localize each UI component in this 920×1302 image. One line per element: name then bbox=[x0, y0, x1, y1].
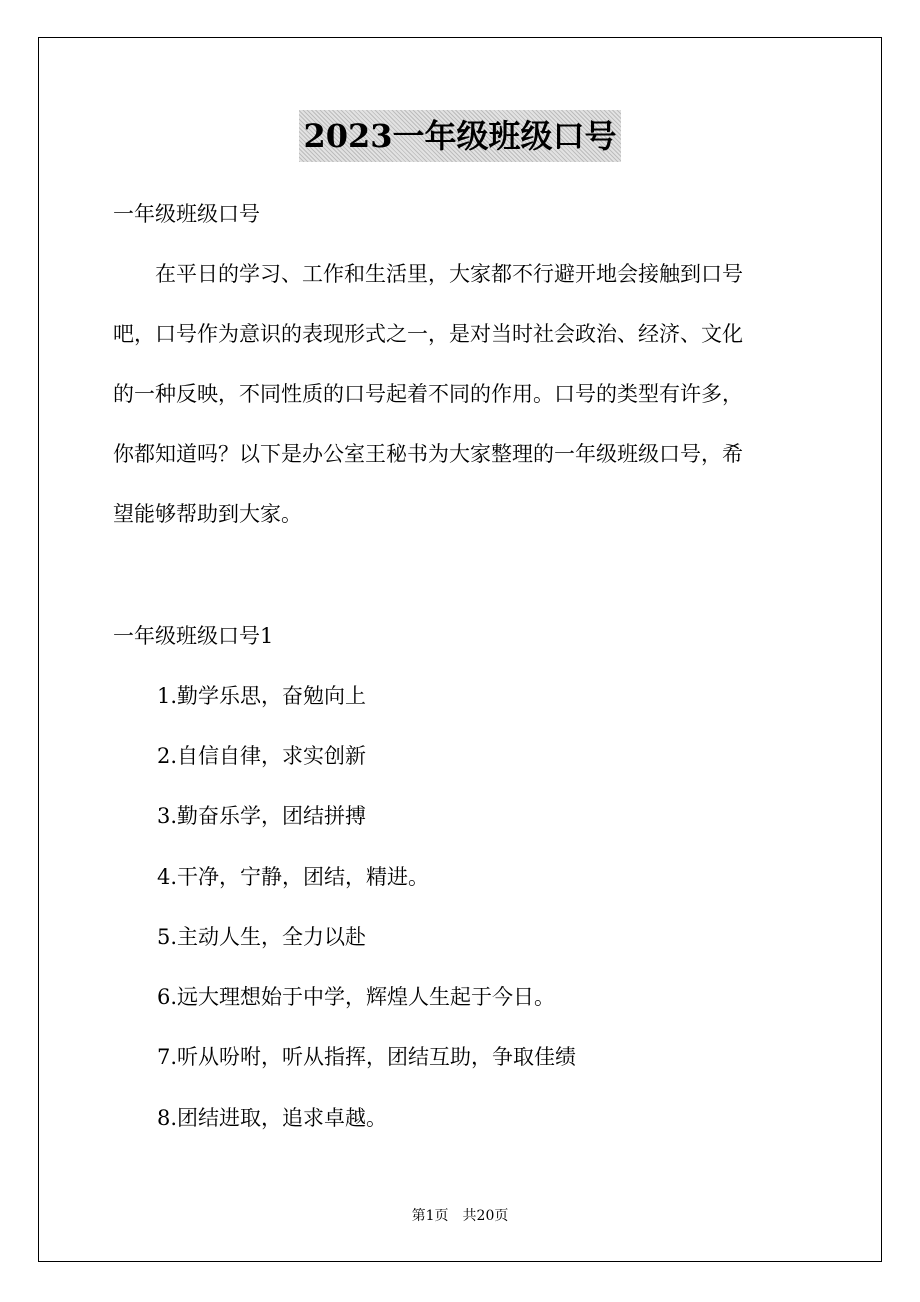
document-title bbox=[0, 110, 920, 162]
slogan-item-3: 3.勤奋乐学，团结拼搏 bbox=[157, 804, 367, 828]
intro-line-2: 吧，口号作为意识的表现形式之一，是对当时社会政治、经济、文化 bbox=[113, 322, 743, 346]
slogan-item-1: 1.勤学乐思，奋勉向上 bbox=[157, 684, 367, 708]
document-title-text: 2023一年级班级口号 bbox=[299, 110, 620, 162]
slogan-item-7: 7.听从吩咐，听从指挥，团结互助，争取佳绩 bbox=[157, 1045, 577, 1069]
subheading: 一年级班级口号1 bbox=[113, 624, 274, 648]
intro-line-1: 在平日的学习、工作和生活里，大家都不行避开地会接触到口号 bbox=[113, 262, 743, 286]
section-heading: 一年级班级口号 bbox=[113, 202, 260, 226]
page-footer: 第1页 共20页 bbox=[411, 1208, 509, 1224]
intro-line-3: 的一种反映，不同性质的口号起着不同的作用。口号的类型有许多， bbox=[113, 382, 743, 406]
slogan-item-8: 8.团结进取，追求卓越。 bbox=[157, 1106, 388, 1130]
intro-line-4: 你都知道吗？以下是办公室王秘书为大家整理的一年级班级口号，希 bbox=[113, 442, 743, 466]
slogan-item-6: 6.远大理想始于中学，辉煌人生起于今日。 bbox=[157, 985, 556, 1009]
intro-line-5: 望能够帮助到大家。 bbox=[113, 502, 302, 526]
slogan-item-2: 2.自信自律，求实创新 bbox=[157, 744, 367, 768]
slogan-item-4: 4.干净，宁静，团结，精进。 bbox=[157, 865, 430, 889]
slogan-item-5: 5.主动人生，全力以赴 bbox=[157, 925, 367, 949]
